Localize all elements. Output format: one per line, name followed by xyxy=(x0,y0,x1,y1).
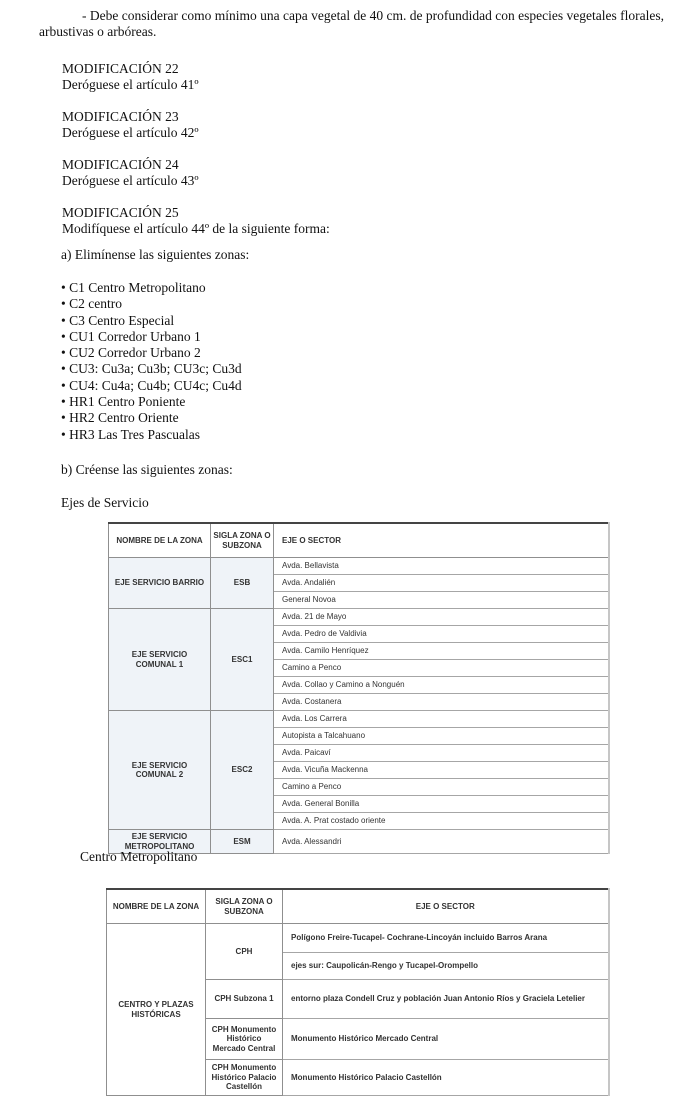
eje-cell: Avda. Los Carrera xyxy=(274,711,609,728)
eje-cell: entorno plaza Condell Cruz y población Juan Antonio Ríos y Graciela Letelier xyxy=(283,980,609,1019)
eje-cell: Polígono Freire-Tucapel- Cochrane-Lincoyán incluido Barros Arana xyxy=(283,924,609,953)
ejes-servicio-table-header xyxy=(109,523,609,558)
modification-title: MODIFICACIÓN 22 xyxy=(62,61,179,76)
bullet-item: • HR3 Las Tres Pascualas xyxy=(61,426,200,442)
bullet-item: • CU4: Cu4a; Cu4b; CU4c; Cu4d xyxy=(61,377,242,393)
bullet-list xyxy=(61,280,242,443)
eje-cell: Avda. A. Prat costado oriente xyxy=(274,813,609,830)
eje-cell: General Novoa xyxy=(274,592,609,609)
section-title-centro-metropolitano: Centro Metropolitano xyxy=(80,849,198,864)
eje-cell: Avda. Camilo Henríquez xyxy=(274,643,609,660)
section-title-ejes-de-servicio: Ejes de Servicio xyxy=(61,495,149,510)
modification-title: MODIFICACIÓN 25 xyxy=(62,205,179,220)
table-row xyxy=(109,711,609,728)
zona-cell: CENTRO Y PLAZAS HISTÓRICAS xyxy=(107,924,206,1096)
zona-cell: EJE SERVICIO COMUNAL 2 xyxy=(109,711,211,830)
centro-metropolitano-table xyxy=(106,888,610,1096)
eje-cell: Autopista a Talcahuano xyxy=(274,728,609,745)
eje-cell: ejes sur: Caupolicán-Rengo y Tucapel-Orompello xyxy=(283,953,609,980)
sigla-cell: ESB xyxy=(211,558,274,609)
modifications xyxy=(62,61,330,253)
eje-cell: Avda. Andalién xyxy=(274,575,609,592)
table-row xyxy=(109,609,609,626)
sigla-cell: CPH Subzona 1 xyxy=(206,980,283,1019)
eje-cell: Avda. 21 de Mayo xyxy=(274,609,609,626)
eje-cell: Monumento Histórico Palacio Castellón xyxy=(283,1060,609,1096)
bullet-item: • C1 Centro Metropolitano xyxy=(61,280,206,295)
bullet-item: • CU1 Corredor Urbano 1 xyxy=(61,328,201,344)
modification-block xyxy=(62,205,330,237)
ejes-servicio-table-body xyxy=(109,558,609,854)
zona-cell: EJE SERVICIO BARRIO xyxy=(109,558,211,609)
ejes-servicio-table xyxy=(108,522,610,854)
modification-block xyxy=(62,157,330,189)
nombre-de-la-zona-header: NOMBRE DE LA ZONA xyxy=(107,889,206,924)
bullet-item: • C2 centro xyxy=(61,296,122,312)
eje-cell: Camino a Penco xyxy=(274,660,609,677)
eje-cell: Avda. General Bonilla xyxy=(274,796,609,813)
centro-metropolitano-table-header xyxy=(107,889,609,924)
sigla-zona-o-subzona-header: SIGLA ZONA O SUBZONA xyxy=(211,523,274,558)
table-header-row xyxy=(109,523,609,558)
eje-cell: Avda. Pedro de Valdivia xyxy=(274,626,609,643)
eje-cell: Avda. Costanera xyxy=(274,694,609,711)
table-row xyxy=(107,924,609,953)
sigla-cell: ESC1 xyxy=(211,609,274,711)
bullet-item: • HR2 Centro Oriente xyxy=(61,410,179,426)
sigla-cell: CPH Monumento Histórico Mercado Central xyxy=(206,1019,283,1060)
eje-cell: Avda. Paicaví xyxy=(274,745,609,762)
bullet-item: • C3 Centro Especial xyxy=(61,312,175,328)
modification-body: Deróguese el artículo 41º xyxy=(62,77,199,92)
bullet-item: • CU3: Cu3a; Cu3b; CU3c; Cu3d xyxy=(61,361,242,377)
zona-cell: EJE SERVICIO METROPOLITANO xyxy=(109,830,211,854)
nombre-de-la-zona-header: NOMBRE DE LA ZONA xyxy=(109,523,211,558)
item-a-line: a) Elimínense las siguientes zonas: xyxy=(61,247,250,262)
modification-body: Modifíquese el artículo 44º de la siguiente forma: xyxy=(62,221,330,236)
modification-block xyxy=(62,61,330,93)
intro-paragraph: - Debe considerar como mínimo una capa vegetal de 40 cm. de profundidad con especies vegetales florales, arbustivas o arbóreas. xyxy=(39,8,664,39)
eje-cell: Avda. Alessandri xyxy=(274,830,609,854)
eje-cell: Monumento Histórico Mercado Central xyxy=(283,1019,609,1060)
bullet-item: • CU2 Corredor Urbano 2 xyxy=(61,345,201,361)
modification-title: MODIFICACIÓN 24 xyxy=(62,157,179,172)
eje-o-sector-header: EJE O SECTOR xyxy=(274,523,609,558)
modification-body: Deróguese el artículo 42º xyxy=(62,125,199,140)
table-header-row xyxy=(107,889,609,924)
bullet-item: • HR1 Centro Poniente xyxy=(61,394,186,410)
eje-o-sector-header: EJE O SECTOR xyxy=(283,889,609,924)
sigla-cell: CPH Monumento Histórico Palacio Castellón xyxy=(206,1060,283,1096)
sigla-cell: ESC2 xyxy=(211,711,274,830)
modification-body: Deróguese el artículo 43º xyxy=(62,173,199,188)
table-row xyxy=(109,558,609,575)
eje-cell: Camino a Penco xyxy=(274,779,609,796)
item-b-line: b) Créense las siguientes zonas: xyxy=(61,462,233,477)
zona-cell: EJE SERVICIO COMUNAL 1 xyxy=(109,609,211,711)
eje-cell: Avda. Vicuña Mackenna xyxy=(274,762,609,779)
modification-title: MODIFICACIÓN 23 xyxy=(62,109,179,124)
sigla-cell: CPH xyxy=(206,924,283,980)
eje-cell: Avda. Bellavista xyxy=(274,558,609,575)
sigla-cell: ESM xyxy=(211,830,274,854)
centro-metropolitano-table-body xyxy=(107,924,609,1096)
sigla-zona-o-subzona-header: SIGLA ZONA O SUBZONA xyxy=(206,889,283,924)
eje-cell: Avda. Collao y Camino a Nonguén xyxy=(274,677,609,694)
modification-block xyxy=(62,109,330,141)
